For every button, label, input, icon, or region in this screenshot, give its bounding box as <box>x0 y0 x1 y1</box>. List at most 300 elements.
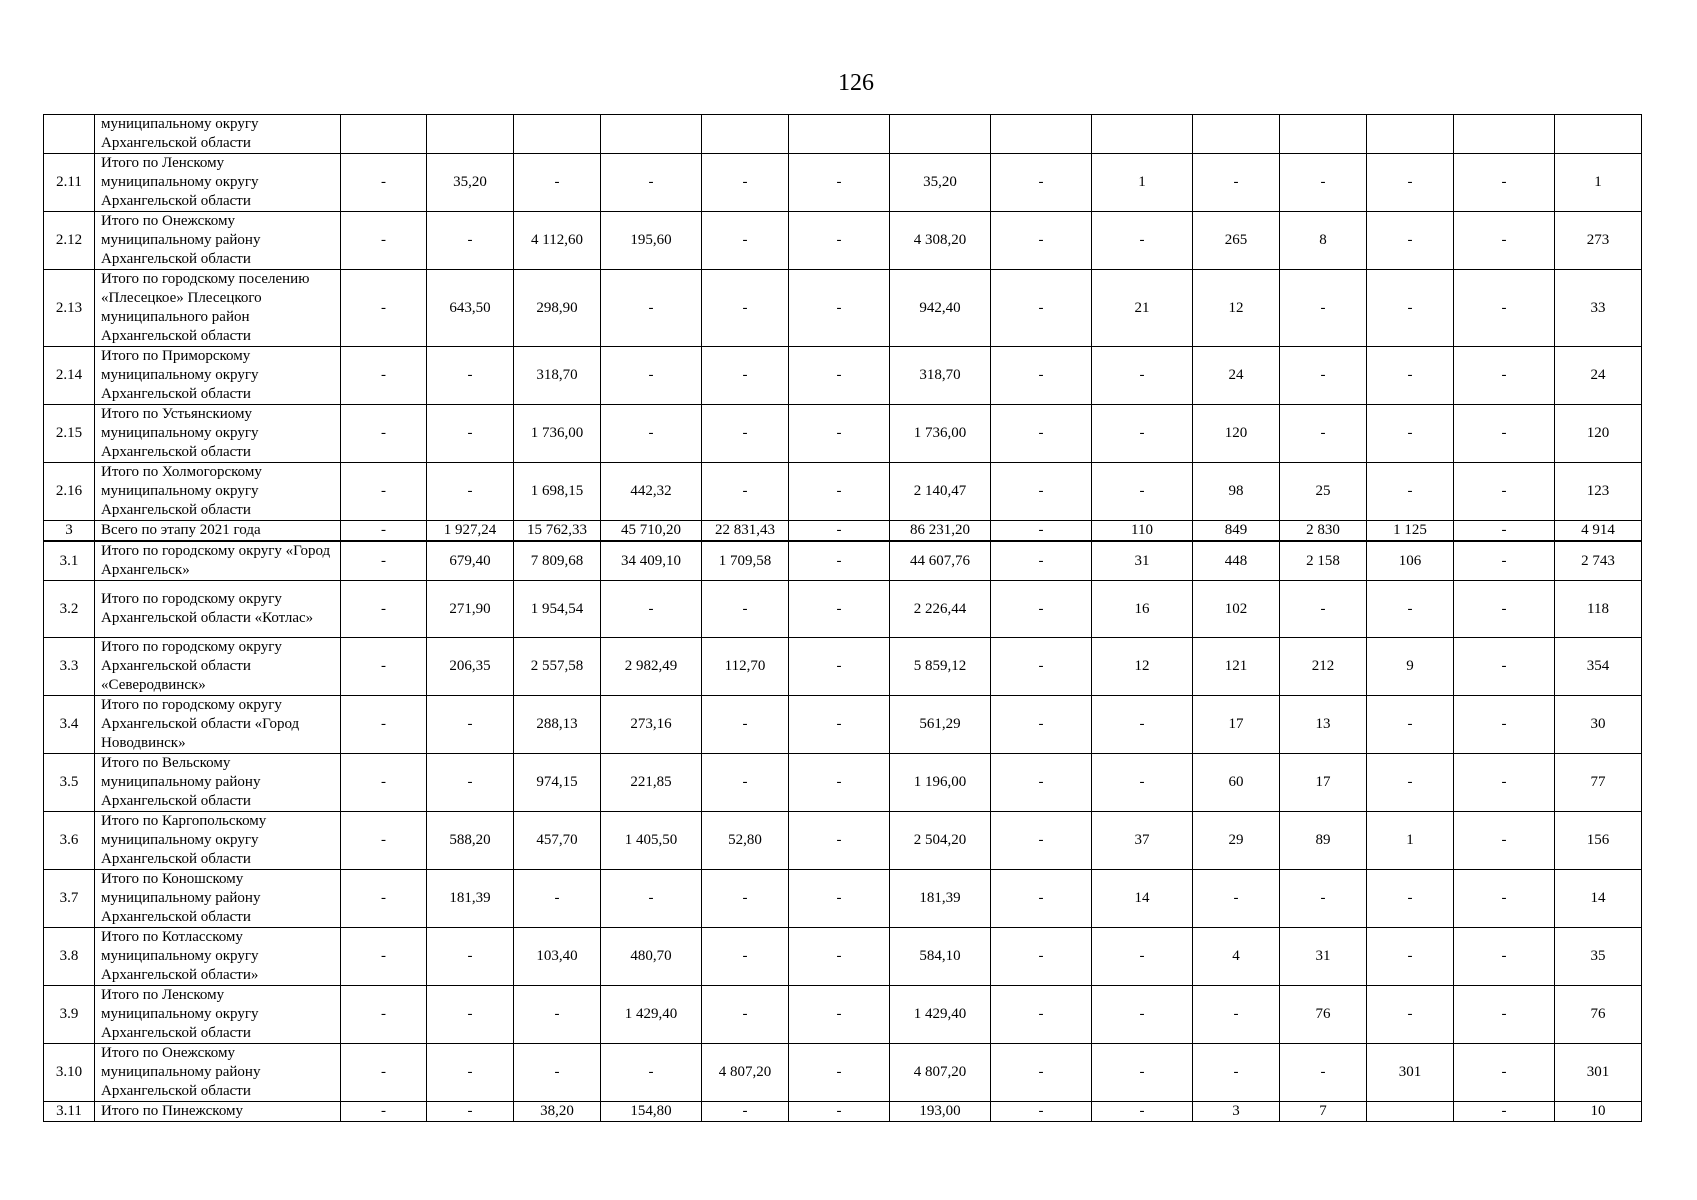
table-cell: - <box>427 754 514 812</box>
table-cell: 1 429,40 <box>890 986 991 1044</box>
table-cell: - <box>789 212 890 270</box>
row-number: 2.14 <box>44 347 95 405</box>
table-cell: - <box>789 1102 890 1122</box>
table-cell: 25 <box>1280 463 1367 521</box>
table-cell: - <box>1193 1044 1280 1102</box>
table-cell: 22 831,43 <box>702 521 789 542</box>
table-body <box>44 115 1642 1122</box>
table-cell: 17 <box>1280 754 1367 812</box>
table-cell: 10 <box>1555 1102 1642 1122</box>
table-cell: 212 <box>1280 638 1367 696</box>
table-cell: - <box>1280 270 1367 347</box>
table-cell: - <box>1092 1044 1193 1102</box>
row-number: 2.12 <box>44 212 95 270</box>
table-row <box>44 463 1642 521</box>
table-cell: - <box>1092 696 1193 754</box>
table-cell: - <box>789 581 890 638</box>
table-cell: 35,20 <box>427 154 514 212</box>
table-cell: - <box>1367 270 1454 347</box>
table-cell: - <box>702 154 789 212</box>
row-name: Итого по городскому округу Архангельской области «Котлас» <box>95 581 341 638</box>
table-cell: - <box>1280 347 1367 405</box>
table-cell: 89 <box>1280 812 1367 870</box>
table-cell: - <box>991 405 1092 463</box>
table-row <box>44 1044 1642 1102</box>
table-cell: - <box>1367 581 1454 638</box>
table-cell: 442,32 <box>601 463 702 521</box>
table-cell: - <box>1454 754 1555 812</box>
table-cell: 118 <box>1555 581 1642 638</box>
table-cell: - <box>1454 212 1555 270</box>
table-cell <box>1367 115 1454 154</box>
row-name: Итого по Ленскому муниципальному округу Архангельской области <box>95 986 341 1044</box>
table-cell <box>1367 1102 1454 1122</box>
table-cell: - <box>341 812 427 870</box>
table-cell: - <box>341 696 427 754</box>
table-cell: 24 <box>1193 347 1280 405</box>
table-cell: - <box>1367 405 1454 463</box>
table-cell: - <box>1092 347 1193 405</box>
table-cell: 206,35 <box>427 638 514 696</box>
table-cell: - <box>1454 696 1555 754</box>
table-cell: 110 <box>1092 521 1193 542</box>
table-cell: - <box>427 463 514 521</box>
table-cell: - <box>789 347 890 405</box>
table-row <box>44 347 1642 405</box>
table-cell: - <box>789 812 890 870</box>
table-cell: 2 504,20 <box>890 812 991 870</box>
table-cell: - <box>991 986 1092 1044</box>
table-cell: - <box>427 1044 514 1102</box>
table-cell: - <box>1193 154 1280 212</box>
table-cell: 37 <box>1092 812 1193 870</box>
table-cell: - <box>1454 581 1555 638</box>
table-cell: 221,85 <box>601 754 702 812</box>
table-cell: 1 196,00 <box>890 754 991 812</box>
table-cell: 271,90 <box>427 581 514 638</box>
table-cell: - <box>341 638 427 696</box>
table-cell: 121 <box>1193 638 1280 696</box>
row-number: 2.11 <box>44 154 95 212</box>
table-cell: - <box>341 1044 427 1102</box>
table-cell <box>1092 115 1193 154</box>
table-cell: 4 807,20 <box>702 1044 789 1102</box>
row-name: Итого по городскому поселению «Плесецкое» Плесецкого муниципального район Архангельской области <box>95 270 341 347</box>
table-cell: - <box>1092 1102 1193 1122</box>
table-cell: 4 112,60 <box>514 212 601 270</box>
table-row <box>44 986 1642 1044</box>
table-cell: 584,10 <box>890 928 991 986</box>
table-cell <box>601 115 702 154</box>
table-cell: 14 <box>1092 870 1193 928</box>
table-cell: 1 954,54 <box>514 581 601 638</box>
table-cell: - <box>702 696 789 754</box>
table-row <box>44 928 1642 986</box>
table-cell: - <box>1367 463 1454 521</box>
table-cell: - <box>789 754 890 812</box>
row-number: 3 <box>44 521 95 542</box>
table-cell: 3 <box>1193 1102 1280 1122</box>
table-cell: 106 <box>1367 541 1454 581</box>
table-cell: - <box>1454 270 1555 347</box>
table-cell: 16 <box>1092 581 1193 638</box>
table-row <box>44 541 1642 581</box>
table-cell: 4 308,20 <box>890 212 991 270</box>
table-cell: 4 914 <box>1555 521 1642 542</box>
table-cell: - <box>341 521 427 542</box>
table-cell: - <box>1280 154 1367 212</box>
table-cell: - <box>1092 754 1193 812</box>
table-row <box>44 154 1642 212</box>
table-cell: - <box>1454 154 1555 212</box>
row-name: Итого по городскому округу «Город Архангельск» <box>95 541 341 581</box>
table-cell: 849 <box>1193 521 1280 542</box>
table-cell: - <box>1454 638 1555 696</box>
table-cell: - <box>341 541 427 581</box>
table-cell: 2 557,58 <box>514 638 601 696</box>
table-cell: 7 809,68 <box>514 541 601 581</box>
table-cell: - <box>1193 870 1280 928</box>
table-cell: 1 736,00 <box>514 405 601 463</box>
table-cell: - <box>702 270 789 347</box>
table-cell: - <box>341 463 427 521</box>
table-cell: - <box>601 405 702 463</box>
table-row <box>44 870 1642 928</box>
table-cell: - <box>991 1044 1092 1102</box>
table-cell: 5 859,12 <box>890 638 991 696</box>
table-cell: - <box>1092 463 1193 521</box>
table-cell <box>1555 115 1642 154</box>
table-cell: - <box>341 581 427 638</box>
row-name: Итого по городскому округу Архангельской области «Северодвинск» <box>95 638 341 696</box>
table-cell: - <box>702 463 789 521</box>
table-cell: 1 405,50 <box>601 812 702 870</box>
table-cell: 30 <box>1555 696 1642 754</box>
table-cell: 643,50 <box>427 270 514 347</box>
table-cell <box>991 115 1092 154</box>
table-cell: - <box>991 754 1092 812</box>
table-cell: - <box>341 754 427 812</box>
table-cell: 1 709,58 <box>702 541 789 581</box>
table-cell: - <box>341 1102 427 1122</box>
row-number: 3.9 <box>44 986 95 1044</box>
table-cell: - <box>341 405 427 463</box>
table-row <box>44 405 1642 463</box>
table-cell: - <box>991 521 1092 542</box>
table-cell: - <box>991 212 1092 270</box>
table-cell: - <box>702 1102 789 1122</box>
table-cell: 103,40 <box>514 928 601 986</box>
table-cell: 12 <box>1092 638 1193 696</box>
table-row <box>44 270 1642 347</box>
table-cell: 102 <box>1193 581 1280 638</box>
table-cell: 29 <box>1193 812 1280 870</box>
table-cell: - <box>341 986 427 1044</box>
table-cell: - <box>1367 154 1454 212</box>
row-number: 3.8 <box>44 928 95 986</box>
table-cell: 354 <box>1555 638 1642 696</box>
table-cell: - <box>1280 581 1367 638</box>
table-cell: 288,13 <box>514 696 601 754</box>
table-cell: - <box>427 986 514 1044</box>
table-cell: 2 982,49 <box>601 638 702 696</box>
table-cell: 193,00 <box>890 1102 991 1122</box>
table-cell: - <box>1367 212 1454 270</box>
table-cell: 76 <box>1555 986 1642 1044</box>
table-cell: 273,16 <box>601 696 702 754</box>
table-cell: 45 710,20 <box>601 521 702 542</box>
table-cell: 86 231,20 <box>890 521 991 542</box>
table-cell: - <box>427 1102 514 1122</box>
table-cell: 31 <box>1092 541 1193 581</box>
table-cell: 77 <box>1555 754 1642 812</box>
table-cell: - <box>991 581 1092 638</box>
table-cell: - <box>1454 1044 1555 1102</box>
table-cell: 76 <box>1280 986 1367 1044</box>
row-number: 3.6 <box>44 812 95 870</box>
table-cell: 181,39 <box>427 870 514 928</box>
table-cell: 123 <box>1555 463 1642 521</box>
table-cell: - <box>789 405 890 463</box>
table-cell: - <box>1367 754 1454 812</box>
table-cell: - <box>1280 870 1367 928</box>
table-cell: - <box>1454 812 1555 870</box>
table-cell: - <box>702 754 789 812</box>
table-cell: 301 <box>1367 1044 1454 1102</box>
table-cell: - <box>789 696 890 754</box>
table-cell: 1 429,40 <box>601 986 702 1044</box>
table-cell: 2 743 <box>1555 541 1642 581</box>
row-name: Итого по Вельскому муниципальному району Архангельской области <box>95 754 341 812</box>
table-cell: - <box>991 870 1092 928</box>
table-row <box>44 521 1642 542</box>
table-cell: 679,40 <box>427 541 514 581</box>
table-cell: 1 698,15 <box>514 463 601 521</box>
table-row <box>44 212 1642 270</box>
row-number: 2.15 <box>44 405 95 463</box>
table-cell: 120 <box>1555 405 1642 463</box>
table-cell: - <box>789 870 890 928</box>
row-name: Итого по Холмогорскому муниципальному округу Архангельской области <box>95 463 341 521</box>
table-cell: 974,15 <box>514 754 601 812</box>
table-cell <box>789 115 890 154</box>
page-number: 126 <box>838 70 874 96</box>
table-row <box>44 1102 1642 1122</box>
row-name: Итого по Коношскому муниципальному району Архангельской области <box>95 870 341 928</box>
table-cell: - <box>702 986 789 1044</box>
table-cell: - <box>1193 986 1280 1044</box>
table-row <box>44 754 1642 812</box>
table-cell: 34 409,10 <box>601 541 702 581</box>
table-cell: - <box>601 154 702 212</box>
table-cell: - <box>702 928 789 986</box>
table-cell: 44 607,76 <box>890 541 991 581</box>
table-cell: 2 140,47 <box>890 463 991 521</box>
table-cell: 35,20 <box>890 154 991 212</box>
table-cell: 2 226,44 <box>890 581 991 638</box>
table-cell: 24 <box>1555 347 1642 405</box>
row-number: 3.1 <box>44 541 95 581</box>
table-cell: - <box>427 928 514 986</box>
table-cell: 60 <box>1193 754 1280 812</box>
table-cell: 8 <box>1280 212 1367 270</box>
row-name: Итого по Пинежскому <box>95 1102 341 1122</box>
table-cell: 298,90 <box>514 270 601 347</box>
table-cell: 457,70 <box>514 812 601 870</box>
table-cell: - <box>341 270 427 347</box>
table-cell: - <box>991 154 1092 212</box>
row-number: 3.4 <box>44 696 95 754</box>
table-cell: - <box>341 870 427 928</box>
row-number: 2.13 <box>44 270 95 347</box>
table-cell: - <box>601 347 702 405</box>
row-number: 3.3 <box>44 638 95 696</box>
table-cell: - <box>1367 986 1454 1044</box>
table-cell <box>427 115 514 154</box>
table-cell: - <box>702 870 789 928</box>
table-cell: - <box>789 638 890 696</box>
table-cell: - <box>789 986 890 1044</box>
table-cell: 12 <box>1193 270 1280 347</box>
table-cell: - <box>702 347 789 405</box>
row-name: Итого по Каргопольскому муниципальному округу Архангельской области <box>95 812 341 870</box>
table-cell: - <box>427 405 514 463</box>
table-cell: - <box>991 270 1092 347</box>
table-cell: 2 158 <box>1280 541 1367 581</box>
table-cell: - <box>702 212 789 270</box>
row-number: 3.7 <box>44 870 95 928</box>
table-cell: - <box>1454 928 1555 986</box>
table-cell: 120 <box>1193 405 1280 463</box>
table-cell: - <box>991 541 1092 581</box>
table-cell: 38,20 <box>514 1102 601 1122</box>
table-cell: - <box>991 463 1092 521</box>
table-cell: - <box>341 928 427 986</box>
table-cell: 561,29 <box>890 696 991 754</box>
table-cell <box>341 115 427 154</box>
table-cell: - <box>789 270 890 347</box>
table-cell: - <box>789 1044 890 1102</box>
table-cell: - <box>1454 347 1555 405</box>
table-cell: 7 <box>1280 1102 1367 1122</box>
table-cell: - <box>514 986 601 1044</box>
table-cell: - <box>1454 986 1555 1044</box>
table-cell: - <box>1092 212 1193 270</box>
table-cell: 112,70 <box>702 638 789 696</box>
table-row <box>44 581 1642 638</box>
table-cell <box>514 115 601 154</box>
row-number: 2.16 <box>44 463 95 521</box>
table-cell: 318,70 <box>890 347 991 405</box>
table-cell: 2 830 <box>1280 521 1367 542</box>
row-number: 3.11 <box>44 1102 95 1122</box>
table-cell: - <box>702 581 789 638</box>
row-number: 3.2 <box>44 581 95 638</box>
table-cell: 154,80 <box>601 1102 702 1122</box>
table-cell: - <box>601 270 702 347</box>
table-cell: - <box>514 154 601 212</box>
table-cell: 265 <box>1193 212 1280 270</box>
table-cell: - <box>991 928 1092 986</box>
table-cell <box>1454 115 1555 154</box>
table-cell: - <box>1280 405 1367 463</box>
table-cell: - <box>601 581 702 638</box>
row-number <box>44 115 95 154</box>
table-cell: - <box>1280 1044 1367 1102</box>
table-cell: 942,40 <box>890 270 991 347</box>
table-cell: 1 125 <box>1367 521 1454 542</box>
table-cell <box>1193 115 1280 154</box>
table-row <box>44 638 1642 696</box>
row-name: Итого по Котласскому муниципальному округу Архангельской области» <box>95 928 341 986</box>
row-name: Итого по Ленскому муниципальному округу Архангельской области <box>95 154 341 212</box>
table-cell: - <box>341 154 427 212</box>
table-cell: - <box>427 212 514 270</box>
table-cell: - <box>1092 405 1193 463</box>
table-cell: - <box>1092 986 1193 1044</box>
table-cell: 448 <box>1193 541 1280 581</box>
table-cell: 301 <box>1555 1044 1642 1102</box>
table-row <box>44 115 1642 154</box>
table-cell: - <box>789 928 890 986</box>
table-cell <box>702 115 789 154</box>
table-cell: 13 <box>1280 696 1367 754</box>
row-name: Итого по Приморскому муниципальному округу Архангельской области <box>95 347 341 405</box>
row-name: Всего по этапу 2021 года <box>95 521 341 542</box>
table-cell: - <box>789 463 890 521</box>
row-number: 3.10 <box>44 1044 95 1102</box>
row-name: Итого по Устьянскиому муниципальному округу Архангельской области <box>95 405 341 463</box>
table-cell: - <box>1367 928 1454 986</box>
table-cell: 1 <box>1092 154 1193 212</box>
table-cell: - <box>341 347 427 405</box>
table-cell <box>1280 115 1367 154</box>
table-cell: 588,20 <box>427 812 514 870</box>
table-cell: - <box>1092 928 1193 986</box>
table-cell: 1 <box>1367 812 1454 870</box>
table-cell: - <box>514 1044 601 1102</box>
table-cell: - <box>702 405 789 463</box>
table-cell: 52,80 <box>702 812 789 870</box>
table-cell: 4 <box>1193 928 1280 986</box>
table-cell: 195,60 <box>601 212 702 270</box>
table-cell: - <box>991 812 1092 870</box>
table-cell: 15 762,33 <box>514 521 601 542</box>
table-cell: 1 927,24 <box>427 521 514 542</box>
row-name: муниципальному округу Архангельской области <box>95 115 341 154</box>
table-cell: 156 <box>1555 812 1642 870</box>
table-cell: - <box>789 521 890 542</box>
table-cell: 318,70 <box>514 347 601 405</box>
table-row <box>44 812 1642 870</box>
table-cell: 480,70 <box>601 928 702 986</box>
table-cell: - <box>789 154 890 212</box>
table-cell: - <box>991 696 1092 754</box>
data-table <box>43 114 1642 1122</box>
table-cell: - <box>1367 696 1454 754</box>
table-cell: - <box>1367 347 1454 405</box>
table-cell: - <box>1454 870 1555 928</box>
table-cell: - <box>1454 1102 1555 1122</box>
table-cell: - <box>601 870 702 928</box>
row-name: Итого по городскому округу Архангельской области «Город Новодвинск» <box>95 696 341 754</box>
table-cell: 181,39 <box>890 870 991 928</box>
table-cell: - <box>427 696 514 754</box>
table-cell: - <box>991 347 1092 405</box>
table-cell <box>890 115 991 154</box>
table-cell: - <box>1367 870 1454 928</box>
table-cell: 17 <box>1193 696 1280 754</box>
